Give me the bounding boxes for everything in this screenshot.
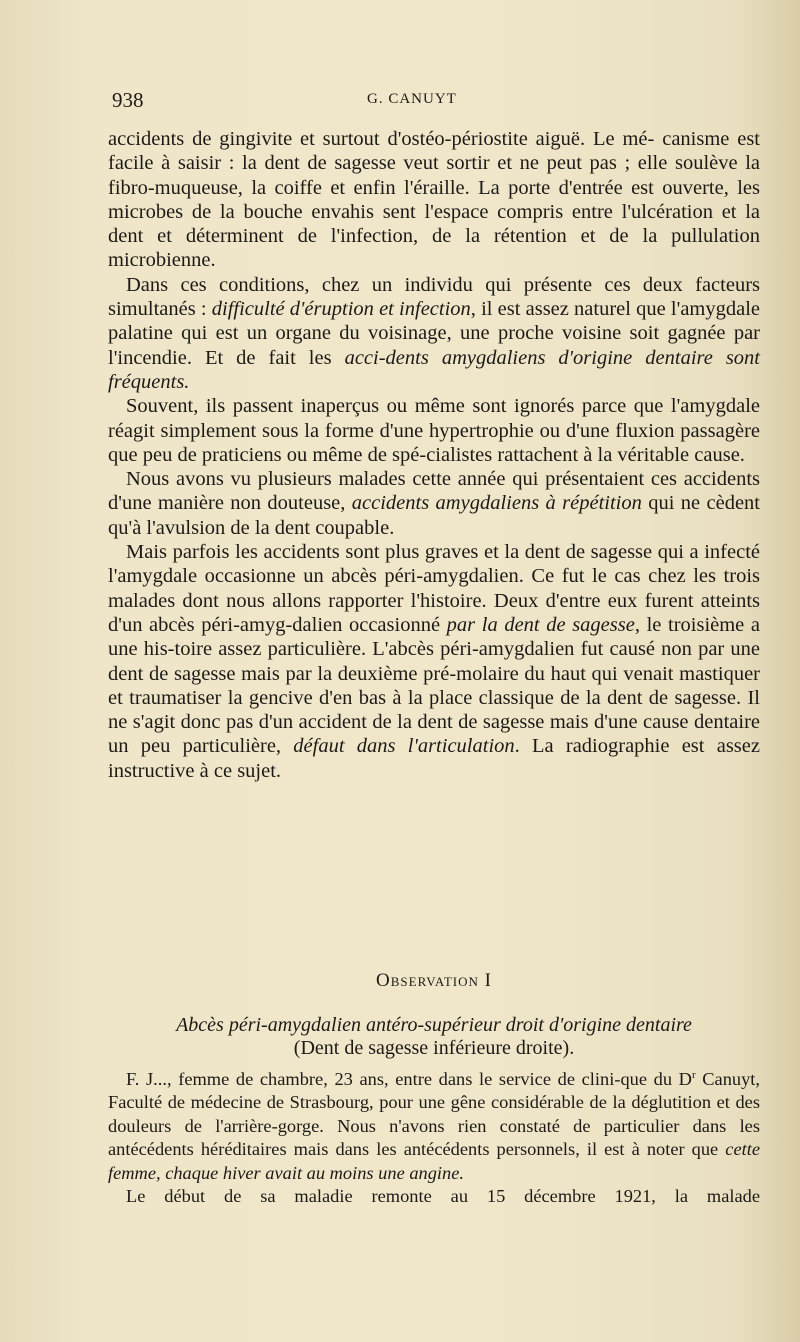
observation-subtitle bbox=[108, 1014, 760, 1060]
observation-paragraph-2: Le début de sa maladie remonte au 15 décembre 1921, la malade bbox=[126, 1186, 760, 1207]
observation-text bbox=[108, 1068, 760, 1208]
paragraph-2: Dans ces conditions, chez un individu qui présente ces deux facteurs simultanés : difficulté d'éruption et infection, il est assez naturel que l'amygdale palatine qui est un organe du voisinage, une proche voisine soit gagnée par l'incendie. Et de fait les acci-dents amygdaliens d'origine dentaire sont fréquents. bbox=[108, 273, 761, 393]
page-number: 938 bbox=[112, 88, 144, 112]
observation-subtitle-line-1: Abcès péri-amygdalien antéro-supérieur droit d'origine dentaire bbox=[176, 1014, 692, 1036]
italic-phrase: accidents amygdaliens à répétition bbox=[351, 492, 642, 515]
paragraph-1-line-1: accidents de gingivite et surtout d'ostéo-périostite aiguë. Le mé- bbox=[108, 128, 655, 150]
body-text bbox=[108, 127, 760, 783]
italic-phrase: acci-dents amygdaliens d'origine dentaire sont fréquents. bbox=[108, 346, 760, 393]
italic-phrase: cette femme, chaque hiver avait au moins une angine. bbox=[108, 1139, 760, 1183]
paragraph-4: Nous avons vu plusieurs malades cette année qui présentaient ces accidents d'une manière non douteuse, accidents amygdaliens à répétition qui ne cèdent qu'à l'avulsion de la dent coupable. bbox=[108, 468, 760, 539]
observation-paragraph-1: F. J..., femme de chambre, 23 ans, entre dans le service de clini-que du $D^r$ Canuyt, Faculté de médecine de Strasbourg, pour une gêne considérable de la déglutition et des douleurs de l'arrière-gorge. Nous n'avons rien constaté de particulier dans les antécédents héréditaires mais dans les antécédents personnels, il est à noter que cette femme, chaque hiver avait au moins une angine. bbox=[108, 1068, 760, 1183]
superscript: r bbox=[691, 1068, 696, 1081]
running-head: G. CANUYT bbox=[367, 91, 457, 107]
italic-phrase: défaut dans l'articulation bbox=[293, 735, 515, 758]
observation-subtitle-line-2: (Dent de sagesse inférieure droite). bbox=[293, 1037, 575, 1059]
observation-title: Observation I bbox=[376, 970, 492, 991]
italic-phrase: difficulté d'éruption et infection bbox=[211, 298, 471, 321]
paragraph-1: accidents de gingivite et surtout d'ostéo-périostite aiguë. Le mé- canisme est facile à saisir : la dent de sagesse veut sortir et ne peut pas ; elle soulève la fibro-muqueuse, la coiffe et enfin l'éraille. La porte d'entrée est ouverte, les microbes de la bouche envahis sent l'espace compris entre l'ulcération et la dent et déterminent de l'infection, de la rétention et de la pullulation microbienne. bbox=[108, 128, 761, 272]
page-header bbox=[112, 88, 760, 118]
paragraph-5: Mais parfois les accidents sont plus graves et la dent de sagesse qui a infecté l'amygdale occasionne un abcès péri-amygdalien. Ce fut le cas chez les trois malades dont nous allons rapporter l'histoire. Deux d'entre eux furent atteints d'un abcès péri-amyg-dalien occasionné par la dent de sagesse, le troisième a une his-toire assez particulière. L'abcès péri-amygdalien fut causé non par une dent de sagesse mais par la deuxième pré-molaire du haut qui venait mastiquer et traumatiser la gencive d'en bas à la place classique de la dent de sagesse. Il ne s'agit donc pas d'un accident de la dent de sagesse mais d'une cause dentaire un peu particulière, défaut dans l'articulation. La radiographie est assez instructive à ce sujet. bbox=[108, 541, 760, 782]
italic-phrase: par la dent de sagesse bbox=[446, 613, 635, 636]
paragraph-3: Souvent, ils passent inaperçus ou même sont ignorés parce que l'amygdale réagit simplement sous la forme d'une hypertrophie ou d'une fluxion passagère que peu de praticiens ou même de spé-cialistes rattachent à la véritable cause. bbox=[108, 395, 760, 466]
